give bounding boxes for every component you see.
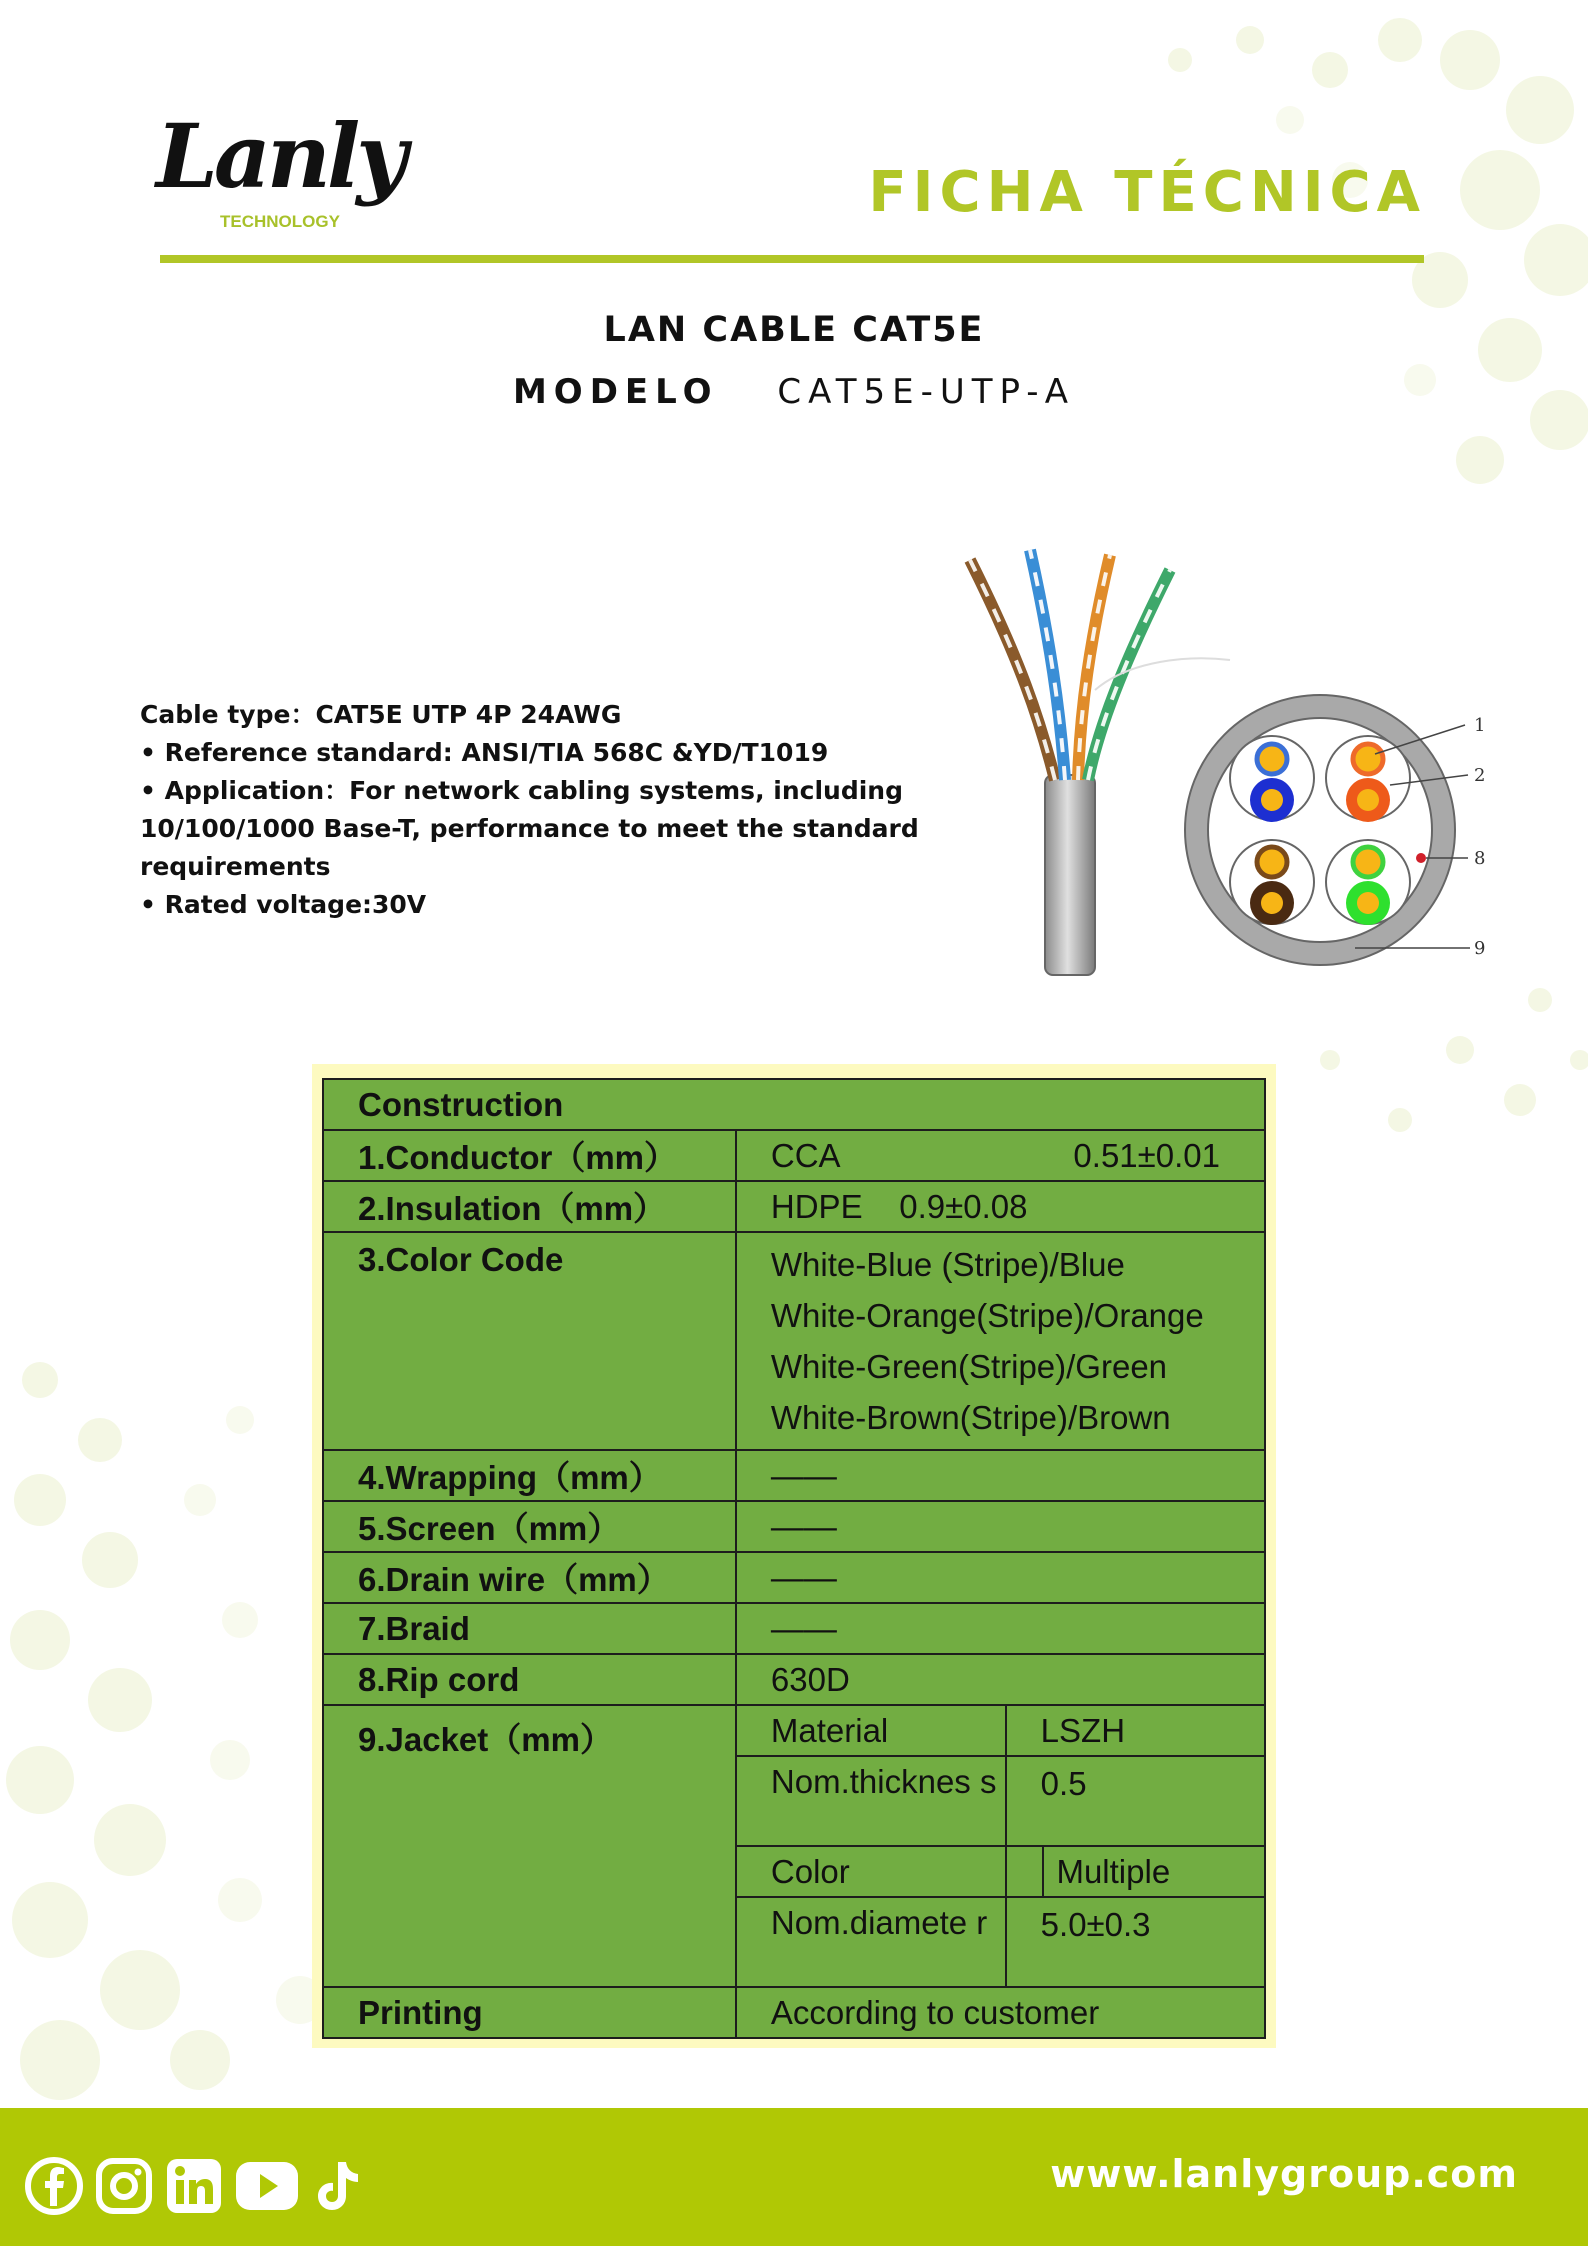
row-label: 7.Braid xyxy=(323,1603,736,1654)
jacket-thickness-value: 0.5 xyxy=(1006,1756,1265,1846)
row-value: —— xyxy=(736,1603,1265,1654)
row-label: 8.Rip cord xyxy=(323,1654,736,1705)
row-value: —— xyxy=(736,1552,1265,1603)
social-links xyxy=(24,2156,364,2216)
spec-reference-standard: • Reference standard: ANSI/TIA 568C &YD/T1019 xyxy=(140,738,829,767)
spec-list xyxy=(140,696,960,924)
row-value: —— xyxy=(736,1450,1265,1501)
callout-8: 8 xyxy=(1474,848,1486,869)
model-value: CAT5E-UTP-A xyxy=(777,372,1076,412)
callout-2: 2 xyxy=(1474,765,1486,786)
cable-side-view xyxy=(970,550,1230,975)
tiktok-icon[interactable] xyxy=(310,2156,364,2216)
spec-application: • Application：For network cabling systems, including 10/100/1000 Base-T, performance to meet the standard requirements xyxy=(140,776,919,881)
callout-1: 1 xyxy=(1474,715,1486,736)
table-row xyxy=(323,1603,1265,1654)
row-label: 6.Drain wire（mm） xyxy=(323,1552,736,1603)
jacket-color-spacer xyxy=(1006,1846,1044,1897)
table-row xyxy=(323,1552,1265,1603)
product-name: LAN CABLE CAT5E xyxy=(603,310,985,350)
color-pair-orange: White-Orange(Stripe)/Orange xyxy=(770,1297,1204,1334)
row-value: HDPE 0.9±0.08 xyxy=(736,1181,1265,1232)
table-row xyxy=(323,1232,1265,1450)
color-pair-blue: White-Blue (Stripe)/Blue xyxy=(770,1246,1125,1283)
table-row xyxy=(323,1079,1265,1130)
conductor-material: CCA xyxy=(770,1136,841,1174)
jacket-thickness-label: Nom.thicknes s xyxy=(736,1756,1006,1846)
spec-rated-voltage: • Rated voltage:30V xyxy=(140,890,427,919)
cable-illustration xyxy=(930,540,1490,990)
jacket-material-label: Material xyxy=(736,1705,1006,1756)
youtube-icon[interactable] xyxy=(234,2156,300,2216)
construction-table xyxy=(322,1078,1266,2039)
row-value: According to customer xyxy=(736,1987,1265,2038)
row-value: —— xyxy=(736,1501,1265,1552)
cable-cross-section xyxy=(1185,695,1470,965)
row-label: 2.Insulation（mm） xyxy=(323,1181,736,1232)
table-row xyxy=(323,1654,1265,1705)
table-row xyxy=(323,1450,1265,1501)
construction-table-frame xyxy=(312,1064,1276,2048)
color-pair-brown: White-Brown(Stripe)/Brown xyxy=(770,1399,1171,1436)
row-label: 3.Color Code xyxy=(323,1232,736,1450)
logo-subtitle: TECHNOLOGY xyxy=(220,212,340,231)
linkedin-icon[interactable] xyxy=(164,2156,224,2216)
table-row xyxy=(323,1501,1265,1552)
spec-cable-type: Cable type：CAT5E UTP 4P 24AWG xyxy=(140,700,622,729)
jacket-diameter-value: 5.0±0.3 xyxy=(1006,1897,1265,1987)
website-link[interactable]: www.lanlygroup.com xyxy=(1050,2152,1518,2196)
footer-bar xyxy=(0,2108,1588,2246)
company-logo xyxy=(150,104,404,242)
model-label: MODELO xyxy=(512,372,719,412)
jacket-color-label: Color xyxy=(736,1846,1006,1897)
table-title: Construction xyxy=(323,1079,1265,1130)
row-label: 9.Jacket（mm） xyxy=(323,1705,736,1987)
jacket-color-value: Multiple xyxy=(1043,1846,1265,1897)
instagram-icon[interactable] xyxy=(94,2156,154,2216)
row-label: 1.Conductor（mm） xyxy=(323,1130,736,1181)
jacket-material-value: LSZH xyxy=(1006,1705,1265,1756)
logo-wordmark: Lanly xyxy=(156,104,404,208)
jacket-diameter-label: Nom.diamete r xyxy=(736,1897,1006,1987)
row-value: 630D xyxy=(736,1654,1265,1705)
row-label: Printing xyxy=(323,1987,736,2038)
facebook-icon[interactable] xyxy=(24,2156,84,2216)
table-row xyxy=(323,1987,1265,2038)
row-label: 4.Wrapping（mm） xyxy=(323,1450,736,1501)
row-label: 5.Screen（mm） xyxy=(323,1501,736,1552)
conductor-diameter: 0.51±0.01 xyxy=(1073,1136,1220,1174)
table-row xyxy=(323,1181,1265,1232)
header-divider xyxy=(160,255,1424,263)
color-pair-green: White-Green(Stripe)/Green xyxy=(770,1348,1168,1385)
model-row xyxy=(0,372,1588,412)
table-row xyxy=(323,1705,1265,1756)
document-title: FICHA TÉCNICA xyxy=(868,160,1426,225)
table-row xyxy=(323,1130,1265,1181)
color-code-list xyxy=(736,1232,1265,1450)
row-value xyxy=(736,1130,1265,1181)
callout-9: 9 xyxy=(1474,938,1486,959)
